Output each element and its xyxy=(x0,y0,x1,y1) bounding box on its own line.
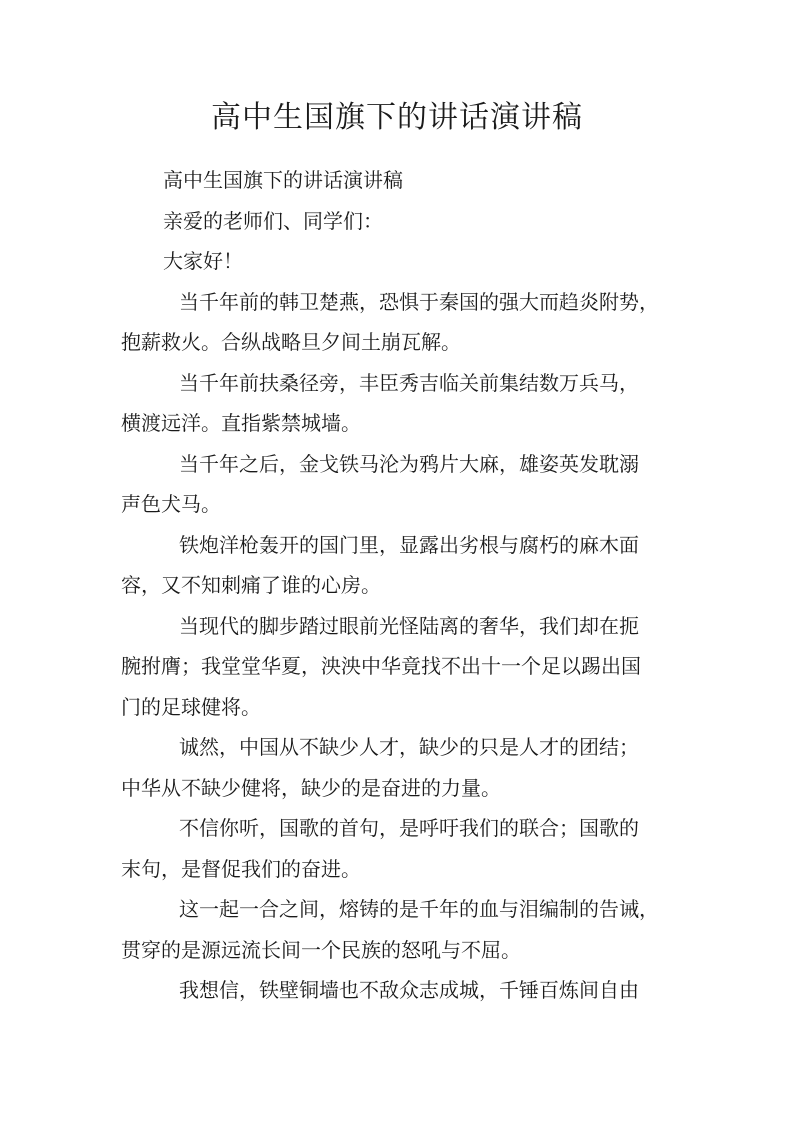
body-line: 诚然，中国从不缺少人才，缺少的只是人才的团结； xyxy=(179,735,639,759)
body-line: 声色犬马。 xyxy=(121,492,221,516)
body-line: 亲爱的老师们、同学们： xyxy=(163,208,383,233)
body-line: 容，又不知刺痛了谁的心房。 xyxy=(121,573,381,597)
body-line: 不信你听，国歌的首句，是呼吁我们的联合；国歌的 xyxy=(179,816,639,840)
body-line: 横渡远洋。直指紫禁城墙。 xyxy=(121,411,361,435)
document-body xyxy=(121,160,677,1011)
body-line: 贯穿的是源远流长间一个民族的怒吼与不屈。 xyxy=(121,937,521,962)
body-line: 我想信，铁壁铜墙也不敌众志成城，千锤百炼间自由 xyxy=(179,978,639,1002)
body-line: 这一起一合之间，熔铸的是千年的血与泪编制的告诫， xyxy=(179,897,659,921)
body-line: 大家好！ xyxy=(163,249,243,273)
body-line: 抱薪救火。合纵战略旦夕间土崩瓦解。 xyxy=(121,330,461,354)
body-line: 当千年前扶桑径旁，丰臣秀吉临关前集结数万兵马， xyxy=(179,370,639,395)
body-line: 高中生国旗下的讲话演讲稿 xyxy=(163,168,403,192)
body-line: 末句，是督促我们的奋进。 xyxy=(121,856,361,881)
body-line: 当千年之后，金戈铁马沦为鸦片大麻，雄姿英发耽溺 xyxy=(179,451,639,476)
body-line: 腕拊膺；我堂堂华夏，泱泱中华竟找不出十一个足以踢出国 xyxy=(121,654,641,678)
body-line: 铁炮洋枪轰开的国门里，显露出劣根与腐朽的麻木面 xyxy=(179,532,639,557)
document-title: 高中生国旗下的讲话演讲稿 xyxy=(211,100,583,135)
body-line: 门的足球健将。 xyxy=(121,694,261,719)
body-line: 当千年前的韩卫楚燕，恐惧于秦国的强大而趋炎附势， xyxy=(179,289,659,314)
body-line: 中华从不缺少健将，缺少的是奋进的力量。 xyxy=(121,775,501,800)
body-line: 当现代的脚步踏过眼前光怪陆离的奢华，我们却在扼 xyxy=(179,613,639,638)
